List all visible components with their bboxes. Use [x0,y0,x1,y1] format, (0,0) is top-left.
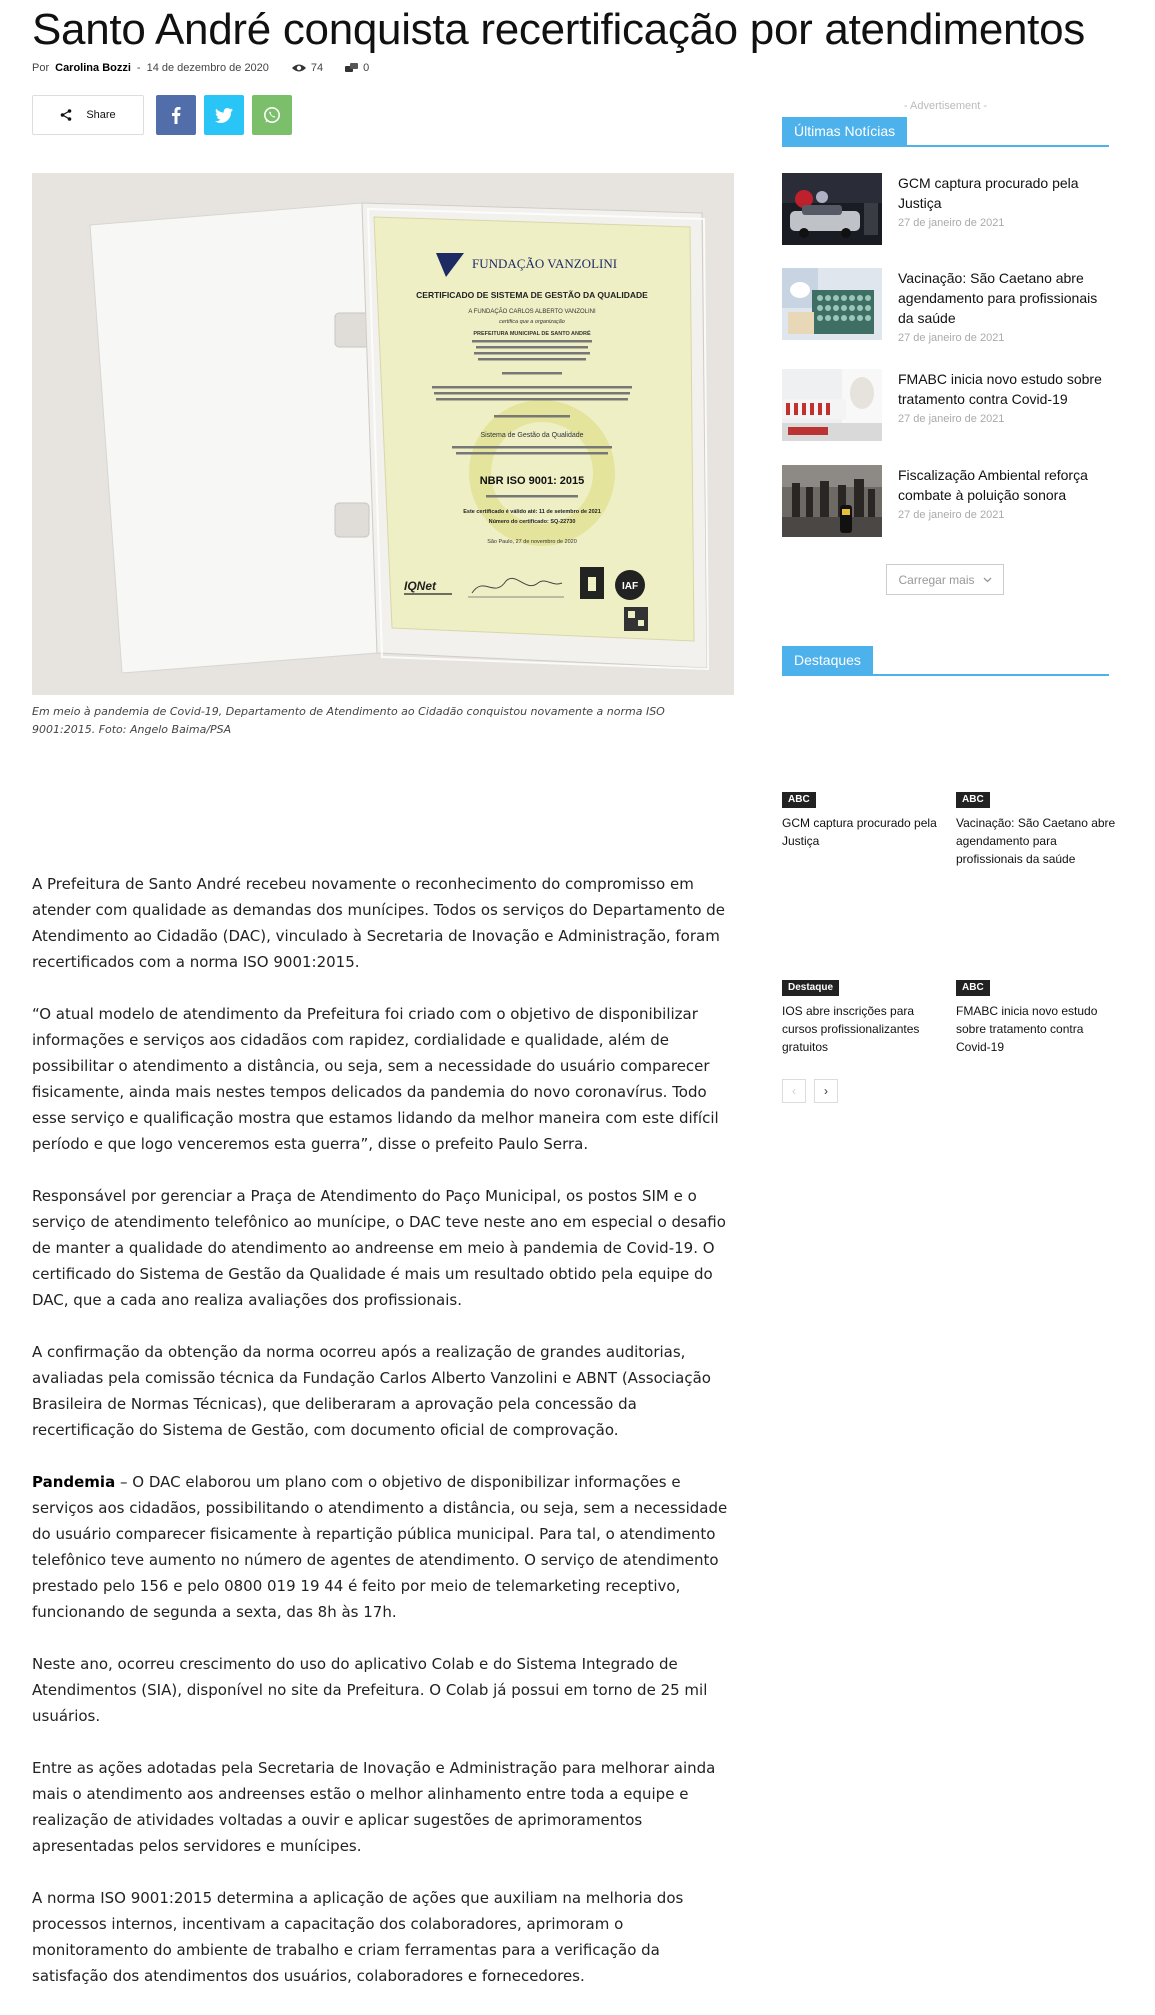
cert-line1: A FUNDAÇÃO CARLOS ALBERTO VANZOLINI [468,309,596,315]
article-paragraph: Neste ano, ocorreu crescimento do uso do aplicativo Colab e do Sistema Integrado de Atendimentos (SIA), disponível no site da Prefeitura. O Colab já possui em torno de 25 mil usuários. [32,1655,708,1725]
cert-iaf: IAF [621,581,639,592]
twitter-icon [215,108,233,123]
news-thumbnail-fmabc[interactable] [782,369,882,441]
article-body [32,871,732,2015]
views-count: 74 [310,62,324,74]
featured-title-link[interactable]: FMABC inicia novo estudo sobre tratamento contra Covid-19 [956,1004,1098,1054]
police-car-photo [782,173,882,245]
meta-separator: - [136,62,141,74]
article-paragraph: Entre as ações adotadas pela Secretaria de Inovação e Administração para melhorar ainda mais o atendimento aos andreenses estão o melhor alinhamento entre toda a equipe e realização de atividades voltadas a ouvir e aplicar sugestões de aprimoramentos apresentadas pelos servidores e munícipes. [32,1759,716,1855]
article-paragraph: A norma ISO 9001:2015 determina a aplicação de ações que auxiliam na melhoria dos processos internos, incentivam a capacitação dos colaboradores, aprimoram o monitoramento do ambiente de trabalho e criam ferramentas para a verificação da satisfação dos atendimentos dos usuários, colaboradores e fornecedores. [32,1889,684,1985]
hero-image-certificate[interactable] [32,173,734,695]
comments-icon [345,63,359,73]
featured-item[interactable] [782,789,944,850]
featured-prev-button[interactable]: ‹ [782,1079,806,1103]
news-title[interactable]: Fiscalização Ambiental reforça combate à poluição sonora [898,467,1088,503]
category-badge[interactable]: ABC [956,980,990,996]
cert-norm: NBR ISO 9001: 2015 [479,475,585,487]
news-date: 27 de janeiro de 2021 [898,217,1005,229]
news-title[interactable]: Vacinação: São Caetano abre agendamento para profissionais da saúde [898,270,1098,326]
whatsapp-icon [263,106,281,124]
news-date: 27 de janeiro de 2021 [898,509,1005,521]
share-label: Share [86,109,116,121]
news-date: 27 de janeiro de 2021 [898,413,1005,425]
article-paragraph: Responsável por gerenciar a Praça de Atendimento do Paço Municipal, os postos SIM e o serviço de atendimento telefônico ao munícipe, o DAC teve neste ano em especial o desafio de manter a qualidade do atendimento ao andreense em meio à pandemia de Covid-19. O certificado do Sistema de Gestão da Qualidade é mais um resultado obtido pela equipe do DAC, que a cada ano realiza avaliações dos profissionais. [32,1187,726,1309]
news-date: 27 de janeiro de 2021 [898,332,1005,344]
latest-news-item[interactable] [782,465,1109,537]
category-badge[interactable]: ABC [782,792,816,808]
image-caption: Em meio à pandemia de Covid-19, Departamento de Atendimento ao Cidadão conquistou novamente a norma ISO 9001:2015. Foto: Angelo Baima/PSA [32,705,665,736]
advertisement-label: - Advertisement - [903,100,988,112]
news-title[interactable]: GCM captura procurado pela Justiça [898,175,1079,211]
featured-item[interactable] [956,977,1118,1056]
cert-line2: certifica que a organização [499,319,565,325]
share-icon [60,109,72,121]
category-badge[interactable]: ABC [956,792,990,808]
twitter-share-button[interactable] [204,95,244,135]
cert-client: PREFEITURA MUNICIPAL DE SANTO ANDRÉ [473,331,591,337]
share-button[interactable] [32,95,144,135]
cert-system: Sistema de Gestão da Qualidade [480,432,584,439]
whatsapp-share-button[interactable] [252,95,292,135]
street-noise-meter-photo [782,465,882,537]
cert-valid: Este certificado é válido até: 11 de setembro de 2021 [463,509,601,515]
load-more-label: Carregar mais [898,572,975,587]
load-more-button[interactable] [886,564,1004,595]
featured-header [782,646,1109,676]
author-link[interactable]: Carolina Bozzi [55,62,131,74]
featured-title-link[interactable]: Vacinação: São Caetano abre agendamento para profissionais da saúde [956,816,1116,866]
by-label: Por [32,62,50,74]
featured-next-button[interactable]: › [814,1079,838,1103]
chevron-down-icon [983,577,992,583]
article-paragraph: A confirmação da obtenção da norma ocorreu após a realização de grandes auditorias, avaliadas pela comissão técnica da Fundação Carlos Alberto Vanzolini e ABNT (Associação Brasileira de Normas Técnicas), que deliberaram a aprovação pela concessão da recertificação do Sistema de Gestão, com documento oficial de comprovação. [32,1343,711,1439]
certificate-photo [32,173,734,695]
latest-news-item[interactable] [782,268,1109,344]
article-paragraph: “O atual modelo de atendimento da Prefeitura foi criado com o objetivo de disponibilizar informações e serviços aos cidadãos com rapidez, cordialidade e qualidade, além de possibilitar o atendimento a distância, ou seja, sem a necessidade do usuário comparecer fisicamente, ainda mais nestes tempos delicados da pandemia do novo coronavírus. Todo esse serviço e qualificação mostra que estamos lidando da melhor maneira com este difícil período e que logo venceremos esta guerra”, disse o prefeito Paulo Serra. [32,1005,719,1153]
share-bar [32,95,292,135]
facebook-share-button[interactable] [156,95,196,135]
lab-samples-photo [782,369,882,441]
vaccine-vials-photo [782,268,882,340]
featured-title-link[interactable]: GCM captura procurado pela Justiça [782,816,937,848]
category-badge[interactable]: Destaque [782,980,839,996]
comments-count: 0 [363,62,370,74]
article-date: 14 de dezembro de 2020 [146,62,269,74]
latest-news-item[interactable] [782,369,1109,441]
news-thumbnail-gcm[interactable] [782,173,882,245]
cert-iqnet: IQNet [404,579,437,593]
latest-news-header [782,117,1109,147]
cert-org: FUNDAÇÃO VANZOLINI [472,256,618,271]
eye-icon [291,63,307,73]
cert-place-date: São Paulo, 27 de novembro de 2020 [487,539,577,545]
news-thumbnail-vacinacao[interactable] [782,268,882,340]
featured-item[interactable] [956,789,1118,868]
featured-title: Destaques [782,646,873,674]
cert-number: Número do certificado: SQ-22730 [488,519,576,525]
article-title: Santo André conquista recertificação por atendimentos [32,5,1085,54]
news-thumbnail-fiscalizacao[interactable] [782,465,882,537]
comments-counter[interactable] [345,62,369,74]
featured-title-link[interactable]: IOS abre inscrições para cursos profissionalizantes gratuitos [782,1004,920,1054]
article-meta [32,62,369,74]
pandemia-lead: Pandemia [32,1473,116,1491]
news-title[interactable]: FMABC inicia novo estudo sobre tratamento contra Covid-19 [898,371,1102,407]
latest-news-item[interactable] [782,173,1109,245]
views-counter [291,62,323,74]
pandemia-text: – O DAC elaborou um plano com o objetivo de disponibilizar informações e serviços aos cidadãos, possibilitando o atendimento a distância, ou seja, sem a necessidade do usuário comparecer fisicamente à repartição pública municipal. Para tal, o atendimento telefônico teve aumento no número de agentes de atendimento. O serviço de atendimento prestado pelo 156 e pelo 0800 019 19 44 é feito por meio de telemarketing receptivo, funcionando de segunda a sexta, das 8h às 17h. [32,1473,728,1621]
article-paragraph: A Prefeitura de Santo André recebeu novamente o reconhecimento do compromisso em atender com qualidade as demandas dos munícipes. Todos os serviços do Departamento de Atendimento ao Cidadão (DAC), vinculado à Secretaria de Inovação e Administração, foram recertificados com a norma ISO 9001:2015. [32,875,726,971]
latest-news-title: Últimas Notícias [782,117,907,145]
cert-heading: CERTIFICADO DE SISTEMA DE GESTÃO DA QUALIDADE [416,290,648,300]
article-paragraph-pandemia [32,1469,732,1625]
facebook-icon [171,106,181,124]
featured-item[interactable] [782,977,944,1056]
